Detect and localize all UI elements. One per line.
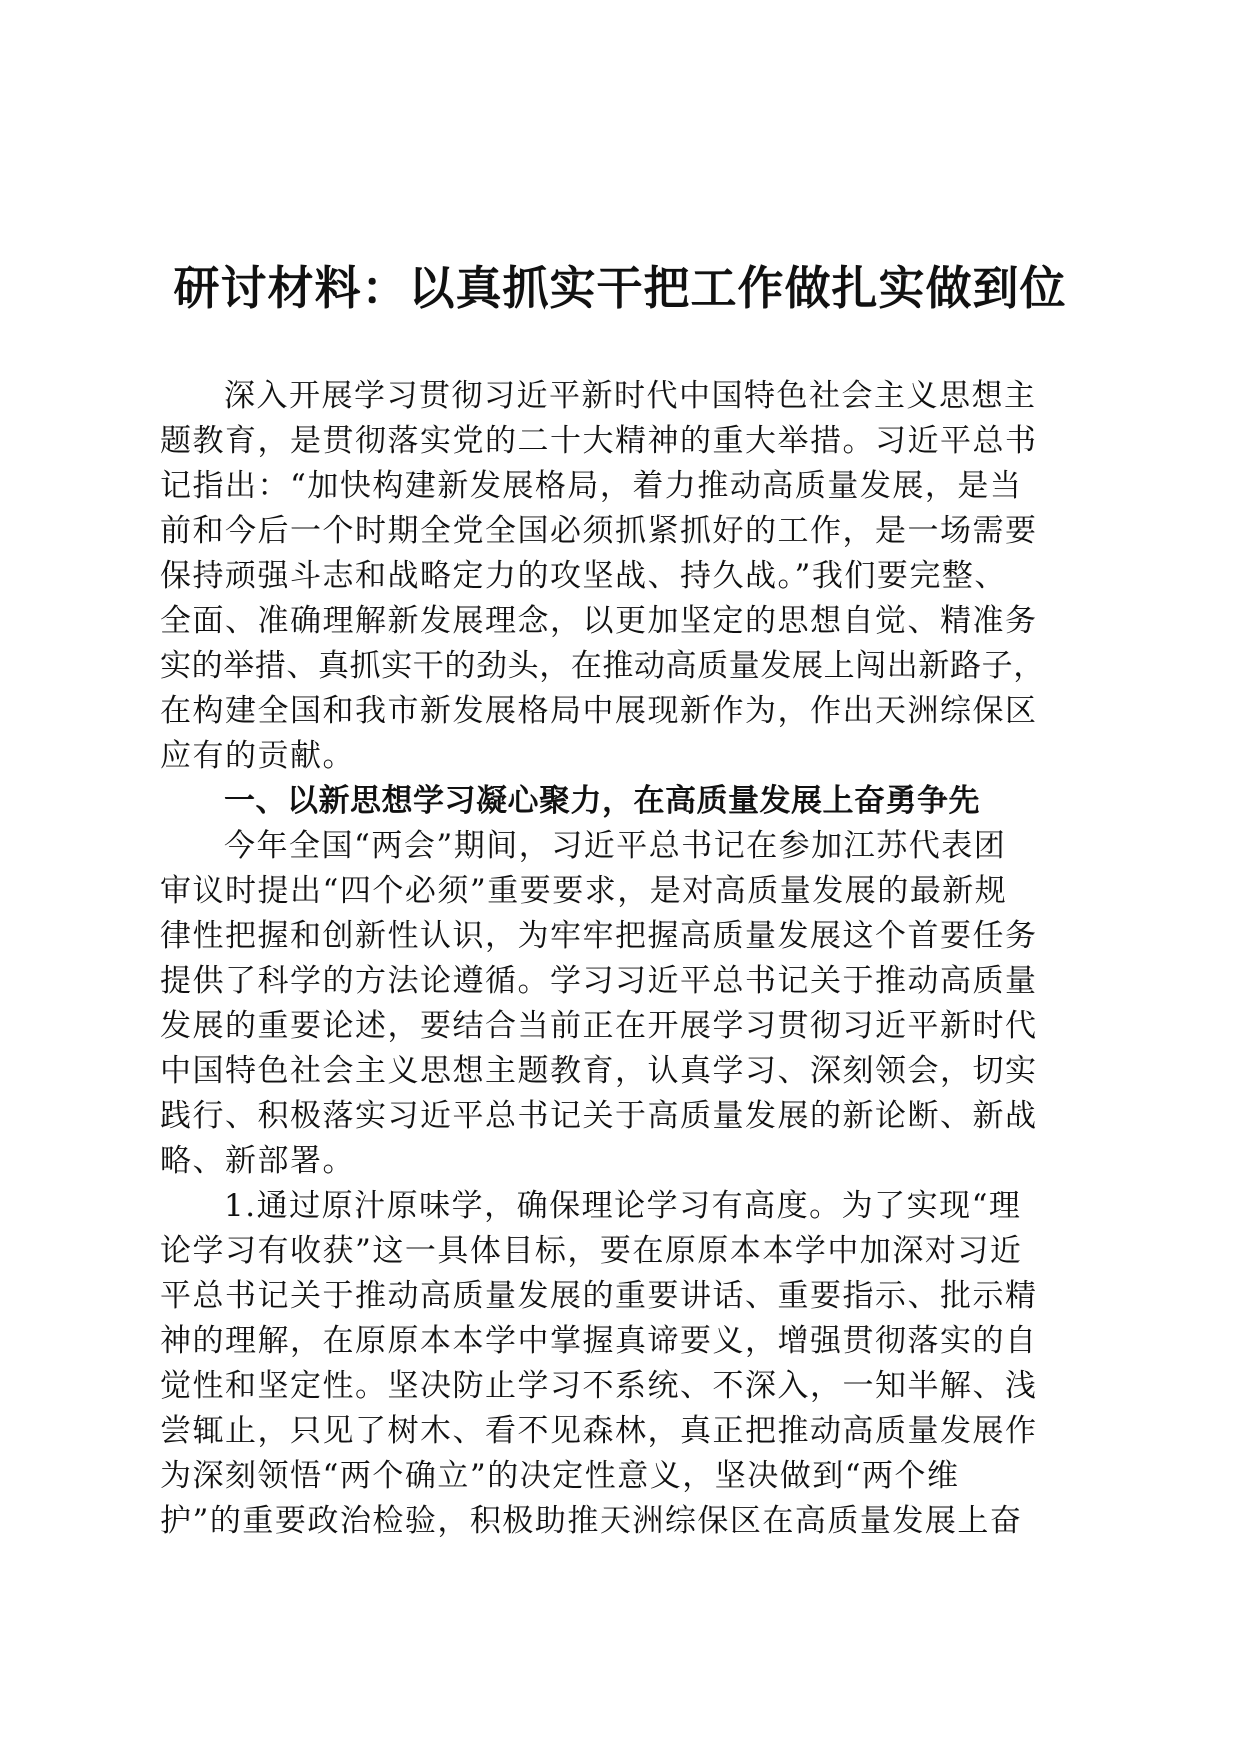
paragraph-line: 前和今后一个时期全党全国必须抓紧抓好的工作，是一场需要: [160, 513, 1038, 549]
paragraph-line: 护”的重要政治检验，积极助推天洲综保区在高质量发展上奋: [160, 1503, 1023, 1539]
paragraph-line: 实的举措、真抓实干的劲头，在推动高质量发展上闯出新路子，: [160, 648, 1045, 684]
paragraph-line: 今年全国“两会”期间，习近平总书记在参加江苏代表团: [224, 828, 1007, 864]
paragraph-line: 践行、积极落实习近平总书记关于高质量发展的新论断、新战: [160, 1098, 1038, 1134]
section-heading: 一、以新思想学习凝心聚力，在高质量发展上奋勇争先: [224, 783, 980, 819]
paragraph-line: 略、新部署。: [160, 1143, 355, 1179]
paragraph-line: 律性把握和创新性认识，为牢牢把握高质量发展这个首要任务: [160, 918, 1038, 954]
paragraph-line: 发展的重要论述，要结合当前正在开展学习贯彻习近平新时代: [160, 1008, 1038, 1044]
paragraph-line: 深入开展学习贯彻习近平新时代中国特色社会主义思想主: [224, 378, 1037, 414]
paragraph-line: 尝辄止，只见了树木、看不见森林，真正把推动高质量发展作: [160, 1413, 1038, 1449]
paragraph-line: 1.通过原汁原味学，确保理论学习有高度。为了实现“理: [224, 1188, 1022, 1224]
paragraph-line: 保持顽强斗志和战略定力的攻坚战、持久战。”我们要完整、: [160, 558, 1007, 594]
paragraph-line: 应有的贡献。: [160, 738, 355, 774]
paragraph-line: 觉性和坚定性。坚决防止学习不系统、不深入，一知半解、浅: [160, 1368, 1038, 1404]
paragraph-line: 审议时提出“四个必须”重要要求，是对高质量发展的最新规: [160, 873, 1008, 909]
paragraph-line: 中国特色社会主义思想主题教育，认真学习、深刻领会，切实: [160, 1053, 1038, 1089]
paragraph-line: 平总书记关于推动高质量发展的重要讲话、重要指示、批示精: [160, 1278, 1038, 1314]
paragraph-line: 为深刻领悟“两个确立”的决定性意义，坚决做到“两个维: [160, 1458, 960, 1494]
paragraph-line: 全面、准确理解新发展理念，以更加坚定的思想自觉、精准务: [160, 603, 1038, 639]
paragraph-line: 题教育，是贯彻落实党的二十大精神的重大举措。习近平总书: [160, 423, 1038, 459]
paragraph-line: 在构建全国和我市新发展格局中展现新作为，作出天洲综保区: [160, 693, 1038, 729]
paragraph-line: 记指出：“加快构建新发展格局，着力推动高质量发展，是当: [160, 468, 1023, 504]
paragraph-line: 神的理解，在原原本本学中掌握真谛要义，增强贯彻落实的自: [160, 1323, 1038, 1359]
document-title: 研讨材料：以真抓实干把工作做扎实做到位: [173, 261, 1067, 315]
paragraph-line: 论学习有收获”这一具体目标，要在原原本本学中加深对习近: [160, 1233, 1023, 1269]
paragraph-line: 提供了科学的方法论遵循。学习习近平总书记关于推动高质量: [160, 963, 1038, 999]
